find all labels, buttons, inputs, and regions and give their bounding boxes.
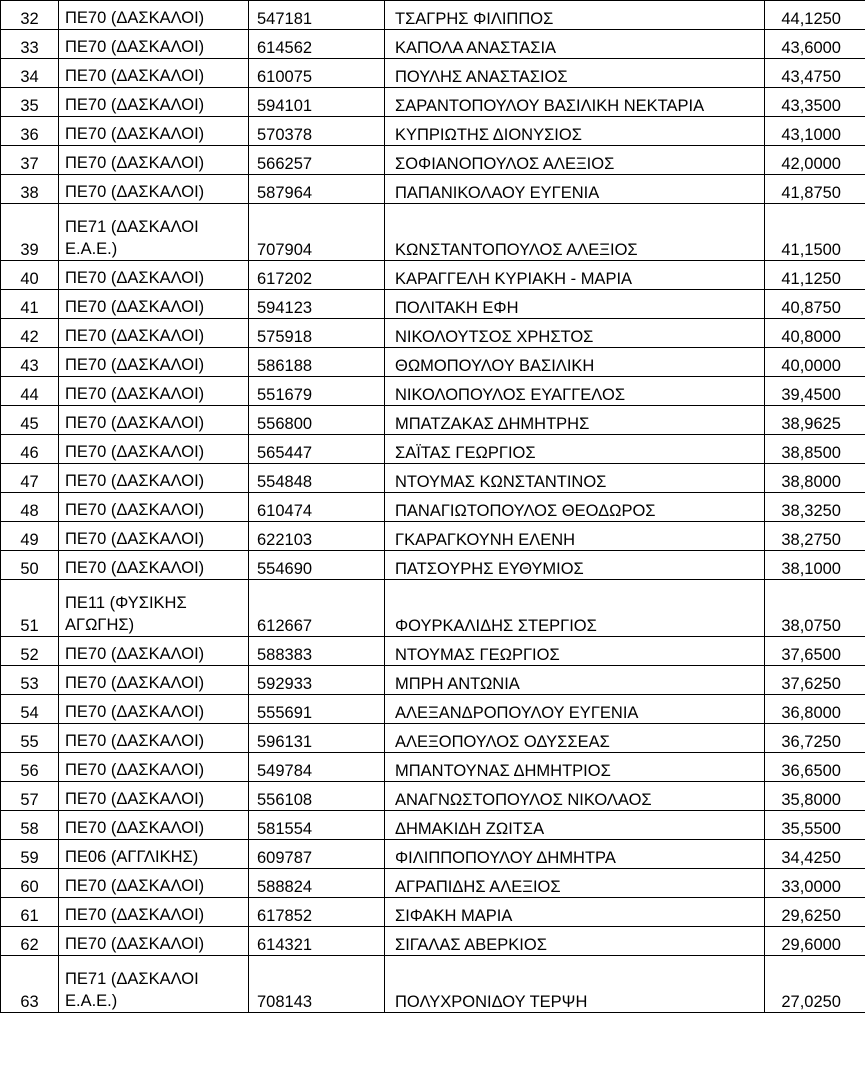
- row-number: 37: [1, 146, 59, 175]
- full-name-cell: ΣΙΓΑΛΑΣ ΑΒΕΡΚΙΟΣ: [385, 927, 765, 956]
- specialty-cell: ΠΕ70 (ΔΑΣΚΑΛΟΙ): [59, 666, 249, 695]
- table-row: [1, 695, 865, 724]
- row-number: 59: [1, 840, 59, 869]
- full-name-cell: ΠΟΛΙΤΑΚΗ ΕΦΗ: [385, 290, 765, 319]
- row-number: 58: [1, 811, 59, 840]
- full-name-cell: ΑΝΑΓΝΩΣΤΟΠΟΥΛΟΣ ΝΙΚΟΛΑΟΣ: [385, 782, 765, 811]
- registry-number-cell: 588383: [249, 637, 385, 666]
- table-row: [1, 30, 865, 59]
- specialty-cell: ΠΕ71 (ΔΑΣΚΑΛΟΙ Ε.Α.Ε.): [59, 956, 249, 1013]
- table-row: [1, 406, 865, 435]
- row-number: 45: [1, 406, 59, 435]
- full-name-cell: ΑΛΕΞΑΝΔΡΟΠΟΥΛΟΥ ΕΥΓΕΝΙΑ: [385, 695, 765, 724]
- row-number: 52: [1, 637, 59, 666]
- registry-number-cell: 549784: [249, 753, 385, 782]
- row-number: 34: [1, 59, 59, 88]
- score-cell: 27,0250: [765, 956, 865, 1013]
- specialty-cell: ΠΕ70 (ΔΑΣΚΑΛΟΙ): [59, 88, 249, 117]
- score-cell: 38,8000: [765, 464, 865, 493]
- registry-number-cell: 554690: [249, 551, 385, 580]
- table-row: [1, 290, 865, 319]
- table-row: [1, 666, 865, 695]
- specialty-cell: ΠΕ06 (ΑΓΓΛΙΚΗΣ): [59, 840, 249, 869]
- specialty-cell: ΠΕ70 (ΔΑΣΚΑΛΟΙ): [59, 869, 249, 898]
- full-name-cell: ΘΩΜΟΠΟΥΛΟΥ ΒΑΣΙΛΙΚΗ: [385, 348, 765, 377]
- full-name-cell: ΣΟΦΙΑΝΟΠΟΥΛΟΣ ΑΛΕΞΙΟΣ: [385, 146, 765, 175]
- score-cell: 41,1500: [765, 204, 865, 261]
- specialty-cell: ΠΕ70 (ΔΑΣΚΑΛΟΙ): [59, 261, 249, 290]
- full-name-cell: ΤΣΑΓΡΗΣ ΦΙΛΙΠΠΟΣ: [385, 1, 765, 30]
- row-number: 55: [1, 724, 59, 753]
- table-row: [1, 146, 865, 175]
- full-name-cell: ΝΙΚΟΛΟΠΟΥΛΟΣ ΕΥΑΓΓΕΛΟΣ: [385, 377, 765, 406]
- full-name-cell: ΚΥΠΡΙΩΤΗΣ ΔΙΟΝΥΣΙΟΣ: [385, 117, 765, 146]
- registry-number-cell: 594123: [249, 290, 385, 319]
- full-name-cell: ΜΠΑΤΖΑΚΑΣ ΔΗΜΗΤΡΗΣ: [385, 406, 765, 435]
- score-cell: 37,6250: [765, 666, 865, 695]
- row-number: 60: [1, 869, 59, 898]
- score-cell: 38,9625: [765, 406, 865, 435]
- table-row: [1, 377, 865, 406]
- registry-number-cell: 610474: [249, 493, 385, 522]
- score-cell: 38,2750: [765, 522, 865, 551]
- specialty-cell: ΠΕ70 (ΔΑΣΚΑΛΟΙ): [59, 435, 249, 464]
- registry-number-cell: 614321: [249, 927, 385, 956]
- score-cell: 41,8750: [765, 175, 865, 204]
- table-row: [1, 435, 865, 464]
- table-row: [1, 898, 865, 927]
- registry-number-cell: 566257: [249, 146, 385, 175]
- row-number: 56: [1, 753, 59, 782]
- specialty-cell: ΠΕ70 (ΔΑΣΚΑΛΟΙ): [59, 724, 249, 753]
- score-cell: 41,1250: [765, 261, 865, 290]
- registry-number-cell: 575918: [249, 319, 385, 348]
- table-row: [1, 319, 865, 348]
- full-name-cell: ΠΑΠΑΝΙΚΟΛΑΟΥ ΕΥΓΕΝΙΑ: [385, 175, 765, 204]
- score-cell: 37,6500: [765, 637, 865, 666]
- registry-number-cell: 547181: [249, 1, 385, 30]
- row-number: 42: [1, 319, 59, 348]
- table-row: [1, 1, 865, 30]
- table-row: [1, 551, 865, 580]
- registry-number-cell: 555691: [249, 695, 385, 724]
- row-number: 47: [1, 464, 59, 493]
- row-number: 32: [1, 1, 59, 30]
- score-cell: 43,6000: [765, 30, 865, 59]
- registry-number-cell: 556800: [249, 406, 385, 435]
- specialty-cell: ΠΕ70 (ΔΑΣΚΑΛΟΙ): [59, 117, 249, 146]
- score-cell: 38,0750: [765, 580, 865, 637]
- table-row: [1, 782, 865, 811]
- specialty-cell: ΠΕ70 (ΔΑΣΚΑΛΟΙ): [59, 377, 249, 406]
- score-cell: 44,1250: [765, 1, 865, 30]
- registry-number-cell: 570378: [249, 117, 385, 146]
- registry-number-cell: 707904: [249, 204, 385, 261]
- registry-number-cell: 556108: [249, 782, 385, 811]
- table-row: [1, 464, 865, 493]
- specialty-cell: ΠΕ71 (ΔΑΣΚΑΛΟΙ Ε.Α.Ε.): [59, 204, 249, 261]
- registry-number-cell: 612667: [249, 580, 385, 637]
- score-cell: 40,8000: [765, 319, 865, 348]
- full-name-cell: ΣΙΦΑΚΗ ΜΑΡΙΑ: [385, 898, 765, 927]
- registry-number-cell: 614562: [249, 30, 385, 59]
- score-cell: 43,3500: [765, 88, 865, 117]
- registry-number-cell: 617202: [249, 261, 385, 290]
- specialty-cell: ΠΕ70 (ΔΑΣΚΑΛΟΙ): [59, 811, 249, 840]
- full-name-cell: ΣΑΡΑΝΤΟΠΟΥΛΟΥ ΒΑΣΙΛΙΚΗ ΝΕΚΤΑΡΙΑ: [385, 88, 765, 117]
- full-name-cell: ΚΩΝΣΤΑΝΤΟΠΟΥΛΟΣ ΑΛΕΞΙΟΣ: [385, 204, 765, 261]
- row-number: 50: [1, 551, 59, 580]
- score-cell: 43,4750: [765, 59, 865, 88]
- specialty-cell: ΠΕ70 (ΔΑΣΚΑΛΟΙ): [59, 753, 249, 782]
- row-number: 62: [1, 927, 59, 956]
- table-row: [1, 175, 865, 204]
- score-cell: 38,3250: [765, 493, 865, 522]
- table-row: [1, 348, 865, 377]
- registry-number-cell: 554848: [249, 464, 385, 493]
- full-name-cell: ΑΛΕΞΟΠΟΥΛΟΣ ΟΔΥΣΣΕΑΣ: [385, 724, 765, 753]
- specialty-cell: ΠΕ70 (ΔΑΣΚΑΛΟΙ): [59, 493, 249, 522]
- full-name-cell: ΝΤΟΥΜΑΣ ΓΕΩΡΓΙΟΣ: [385, 637, 765, 666]
- full-name-cell: ΠΟΥΛΗΣ ΑΝΑΣΤΑΣΙΟΣ: [385, 59, 765, 88]
- row-number: 46: [1, 435, 59, 464]
- specialty-cell: ΠΕ70 (ΔΑΣΚΑΛΟΙ): [59, 782, 249, 811]
- table-row: [1, 493, 865, 522]
- full-name-cell: ΠΟΛΥΧΡΟΝΙΔΟΥ ΤΕΡΨΗ: [385, 956, 765, 1013]
- full-name-cell: ΠΑΤΣΟΥΡΗΣ ΕΥΘΥΜΙΟΣ: [385, 551, 765, 580]
- registry-number-cell: 551679: [249, 377, 385, 406]
- row-number: 38: [1, 175, 59, 204]
- row-number: 35: [1, 88, 59, 117]
- score-cell: 35,8000: [765, 782, 865, 811]
- registry-number-cell: 587964: [249, 175, 385, 204]
- row-number: 41: [1, 290, 59, 319]
- score-cell: 39,4500: [765, 377, 865, 406]
- full-name-cell: ΣΑΪΤΑΣ ΓΕΩΡΓΙΟΣ: [385, 435, 765, 464]
- score-cell: 35,5500: [765, 811, 865, 840]
- full-name-cell: ΜΠΑΝΤΟΥΝΑΣ ΔΗΜΗΤΡΙΟΣ: [385, 753, 765, 782]
- full-name-cell: ΚΑΠΟΛΑ ΑΝΑΣΤΑΣΙΑ: [385, 30, 765, 59]
- registry-number-cell: 708143: [249, 956, 385, 1013]
- full-name-cell: ΓΚΑΡΑΓΚΟΥΝΗ ΕΛΕΝΗ: [385, 522, 765, 551]
- registry-number-cell: 596131: [249, 724, 385, 753]
- full-name-cell: ΦΟΥΡΚΑΛΙΔΗΣ ΣΤΕΡΓΙΟΣ: [385, 580, 765, 637]
- full-name-cell: ΚΑΡΑΓΓΕΛΗ ΚΥΡΙΑΚΗ - ΜΑΡΙΑ: [385, 261, 765, 290]
- row-number: 39: [1, 204, 59, 261]
- row-number: 36: [1, 117, 59, 146]
- full-name-cell: ΜΠΡΗ ΑΝΤΩΝΙΑ: [385, 666, 765, 695]
- specialty-cell: ΠΕ70 (ΔΑΣΚΑΛΟΙ): [59, 927, 249, 956]
- registry-number-cell: 610075: [249, 59, 385, 88]
- specialty-cell: ΠΕ70 (ΔΑΣΚΑΛΟΙ): [59, 551, 249, 580]
- score-cell: 29,6250: [765, 898, 865, 927]
- specialty-cell: ΠΕ70 (ΔΑΣΚΑΛΟΙ): [59, 59, 249, 88]
- registry-number-cell: 581554: [249, 811, 385, 840]
- registry-number-cell: 592933: [249, 666, 385, 695]
- row-number: 63: [1, 956, 59, 1013]
- registry-number-cell: 617852: [249, 898, 385, 927]
- full-name-cell: ΝΤΟΥΜΑΣ ΚΩΝΣΤΑΝΤΙΝΟΣ: [385, 464, 765, 493]
- specialty-cell: ΠΕ70 (ΔΑΣΚΑΛΟΙ): [59, 695, 249, 724]
- table-row: [1, 580, 865, 637]
- full-name-cell: ΠΑΝΑΓΙΩΤΟΠΟΥΛΟΣ ΘΕΟΔΩΡΟΣ: [385, 493, 765, 522]
- row-number: 54: [1, 695, 59, 724]
- table-row: [1, 753, 865, 782]
- row-number: 61: [1, 898, 59, 927]
- specialty-cell: ΠΕ70 (ΔΑΣΚΑΛΟΙ): [59, 464, 249, 493]
- row-number: 43: [1, 348, 59, 377]
- table-row: [1, 117, 865, 146]
- table-row: [1, 637, 865, 666]
- registry-number-cell: 588824: [249, 869, 385, 898]
- score-cell: 36,6500: [765, 753, 865, 782]
- full-name-cell: ΝΙΚΟΛΟΥΤΣΟΣ ΧΡΗΣΤΟΣ: [385, 319, 765, 348]
- score-cell: 34,4250: [765, 840, 865, 869]
- specialty-cell: ΠΕ70 (ΔΑΣΚΑΛΟΙ): [59, 406, 249, 435]
- row-number: 48: [1, 493, 59, 522]
- score-cell: 40,0000: [765, 348, 865, 377]
- table-row: [1, 204, 865, 261]
- table-row: [1, 956, 865, 1013]
- table-body: [1, 1, 865, 1013]
- score-cell: 36,8000: [765, 695, 865, 724]
- specialty-cell: ΠΕ70 (ΔΑΣΚΑΛΟΙ): [59, 637, 249, 666]
- full-name-cell: ΦΙΛΙΠΠΟΠΟΥΛΟΥ ΔΗΜΗΤΡΑ: [385, 840, 765, 869]
- score-cell: 36,7250: [765, 724, 865, 753]
- row-number: 57: [1, 782, 59, 811]
- specialty-cell: ΠΕ70 (ΔΑΣΚΑΛΟΙ): [59, 898, 249, 927]
- score-cell: 33,0000: [765, 869, 865, 898]
- specialty-cell: ΠΕ70 (ΔΑΣΚΑΛΟΙ): [59, 348, 249, 377]
- score-cell: 38,8500: [765, 435, 865, 464]
- specialty-cell: ΠΕ70 (ΔΑΣΚΑΛΟΙ): [59, 175, 249, 204]
- table-row: [1, 59, 865, 88]
- score-cell: 40,8750: [765, 290, 865, 319]
- table-row: [1, 261, 865, 290]
- table-row: [1, 840, 865, 869]
- table-row: [1, 88, 865, 117]
- score-cell: 43,1000: [765, 117, 865, 146]
- specialty-cell: ΠΕ70 (ΔΑΣΚΑΛΟΙ): [59, 1, 249, 30]
- registry-number-cell: 622103: [249, 522, 385, 551]
- registry-number-cell: 609787: [249, 840, 385, 869]
- table-row: [1, 724, 865, 753]
- row-number: 51: [1, 580, 59, 637]
- table-row: [1, 522, 865, 551]
- row-number: 49: [1, 522, 59, 551]
- score-cell: 29,6000: [765, 927, 865, 956]
- registry-number-cell: 565447: [249, 435, 385, 464]
- full-name-cell: ΔΗΜΑΚΙΔΗ ΖΩΙΤΣΑ: [385, 811, 765, 840]
- row-number: 44: [1, 377, 59, 406]
- table-row: [1, 927, 865, 956]
- specialty-cell: ΠΕ70 (ΔΑΣΚΑΛΟΙ): [59, 522, 249, 551]
- row-number: 33: [1, 30, 59, 59]
- score-cell: 38,1000: [765, 551, 865, 580]
- registry-number-cell: 586188: [249, 348, 385, 377]
- score-cell: 42,0000: [765, 146, 865, 175]
- specialty-cell: ΠΕ70 (ΔΑΣΚΑΛΟΙ): [59, 290, 249, 319]
- specialty-cell: ΠΕ70 (ΔΑΣΚΑΛΟΙ): [59, 146, 249, 175]
- specialty-cell: ΠΕ70 (ΔΑΣΚΑΛΟΙ): [59, 319, 249, 348]
- specialty-cell: ΠΕ70 (ΔΑΣΚΑΛΟΙ): [59, 30, 249, 59]
- row-number: 53: [1, 666, 59, 695]
- registry-number-cell: 594101: [249, 88, 385, 117]
- specialty-cell: ΠΕ11 (ΦΥΣΙΚΗΣ ΑΓΩΓΗΣ): [59, 580, 249, 637]
- table-row: [1, 811, 865, 840]
- full-name-cell: ΑΓΡΑΠΙΔΗΣ ΑΛΕΞΙΟΣ: [385, 869, 765, 898]
- table-row: [1, 869, 865, 898]
- row-number: 40: [1, 261, 59, 290]
